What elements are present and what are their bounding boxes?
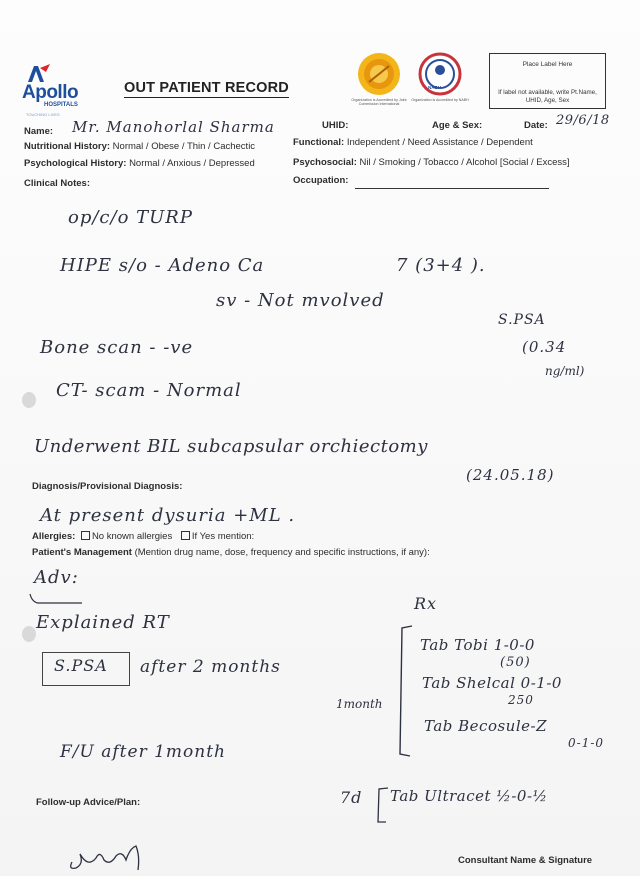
label-box-title: Place Label Here (522, 61, 573, 68)
no-allergies-text: No known allergies (91, 531, 173, 542)
psychological-options: Normal / Anxious / Depressed (129, 158, 255, 169)
note-line-3: sv - Not mvolved (216, 290, 385, 311)
advice-heading: Adv: (34, 567, 79, 588)
page-title: OUT PATIENT RECORD (124, 80, 289, 96)
brand-name: Apollo (22, 82, 79, 103)
uhid-label: UHID: (322, 120, 349, 131)
date-label: Date: (524, 120, 548, 131)
psychosocial-options: Nil / Smoking / Tobacco / Alcohol [Social / Excess] (359, 157, 570, 168)
rx-duration-2: 7d (340, 788, 363, 807)
drug-3-dose: 0-1-0 (568, 736, 605, 750)
management-label: Patient's Management (32, 547, 132, 558)
apollo-logo (22, 62, 92, 118)
occupation-line (355, 188, 549, 189)
jci-seal-icon (357, 52, 401, 96)
psychosocial-label: Psychosocial: (293, 157, 357, 168)
label-box-hint: If label not available, write Pt.Name, UHID, Age, Sex (498, 89, 597, 104)
rx-duration: 1month (336, 697, 383, 711)
rx-bracket (396, 624, 414, 758)
diagnosis-label: Diagnosis/Provisional Diagnosis: (32, 481, 183, 492)
functional-label: Functional: (293, 137, 345, 148)
patient-label-box (489, 53, 606, 109)
apollo-emblem-icon (24, 62, 54, 84)
drug-3: Tab Becosule-Z (424, 717, 548, 735)
occupation-label: Occupation: (293, 175, 349, 186)
followup-note: F/U after 1month (60, 742, 227, 762)
advice-item-2-rest: after 2 months (140, 657, 281, 677)
nabh-text: NABH (428, 85, 441, 90)
functional-options: Independent / Need Assistance / Dependent (346, 137, 533, 148)
drug-1-note: (50) (500, 655, 531, 670)
management-hint: (Mention drug name, dose, frequency and specific instructions, if any): (134, 547, 430, 558)
note-spsa-unit: ng/ml) (545, 364, 585, 378)
advice-underline (28, 592, 88, 606)
drug-1: Tab Tobi 1-0-0 (420, 636, 535, 654)
note-gleason: 7 (3+4 ). (396, 255, 486, 276)
note-spsa-label: S.PSA (498, 312, 546, 328)
nutritional-options: Normal / Obese / Thin / Cachectic (112, 141, 256, 152)
nutritional-label: Nutritional History: (24, 141, 111, 152)
age-sex-label: Age & Sex: (432, 120, 483, 131)
yes-allergies-checkbox[interactable] (181, 531, 190, 540)
yes-allergies-text: If Yes mention: (191, 531, 255, 542)
note-spsa-value: (0.34 (522, 338, 567, 356)
consultant-signature (66, 836, 156, 874)
psychological-label: Psychological History: (24, 158, 127, 169)
note-line-2: HIPE s/o - Adeno Ca (60, 255, 265, 276)
patient-name-value: Mr. Manohorlal Sharma (72, 118, 275, 136)
no-allergies-checkbox[interactable] (81, 531, 90, 540)
allergies-label: Allergies: (32, 531, 76, 542)
drug-4: Tab Ultracet ½-0-½ (390, 787, 548, 805)
note-line-1: op/c/o TURP (68, 207, 193, 228)
date-value: 29/6/18 (556, 113, 610, 128)
rx-bracket-2 (374, 786, 390, 824)
note-line-6: Underwent BIL subcapsular orchiectomy (34, 436, 428, 457)
note-line-4: Bone scan - -ve (40, 337, 194, 358)
diagnosis-text: At present dysuria +ML . (40, 505, 296, 526)
rx-symbol: Rx (414, 594, 438, 613)
brand-tag: TOUCHING LIVES (26, 112, 60, 117)
note-line-5: CT- scam - Normal (56, 380, 242, 401)
advice-item-1: Explained RT (36, 612, 170, 633)
name-label: Name: (24, 126, 54, 137)
jci-caption: Organization is Accredited by Joint Commission International (351, 98, 407, 106)
nabh-caption: Organization is Accredited by NABH (411, 98, 469, 102)
drug-2: Tab Shelcal 0-1-0 (422, 674, 562, 692)
drug-2-note: 250 (508, 693, 534, 707)
consultant-label: Consultant Name & Signature (458, 855, 593, 866)
note-line-6-date: (24.05.18) (466, 466, 555, 484)
advice-item-2-boxed: S.PSA (54, 656, 108, 675)
clinical-notes-label: Clinical Notes: (24, 178, 90, 189)
punch-hole-bottom (22, 626, 36, 642)
followup-label: Follow-up Advice/Plan: (36, 797, 141, 808)
brand-sub: HOSPITALS (44, 102, 78, 108)
punch-hole-top (22, 392, 36, 408)
